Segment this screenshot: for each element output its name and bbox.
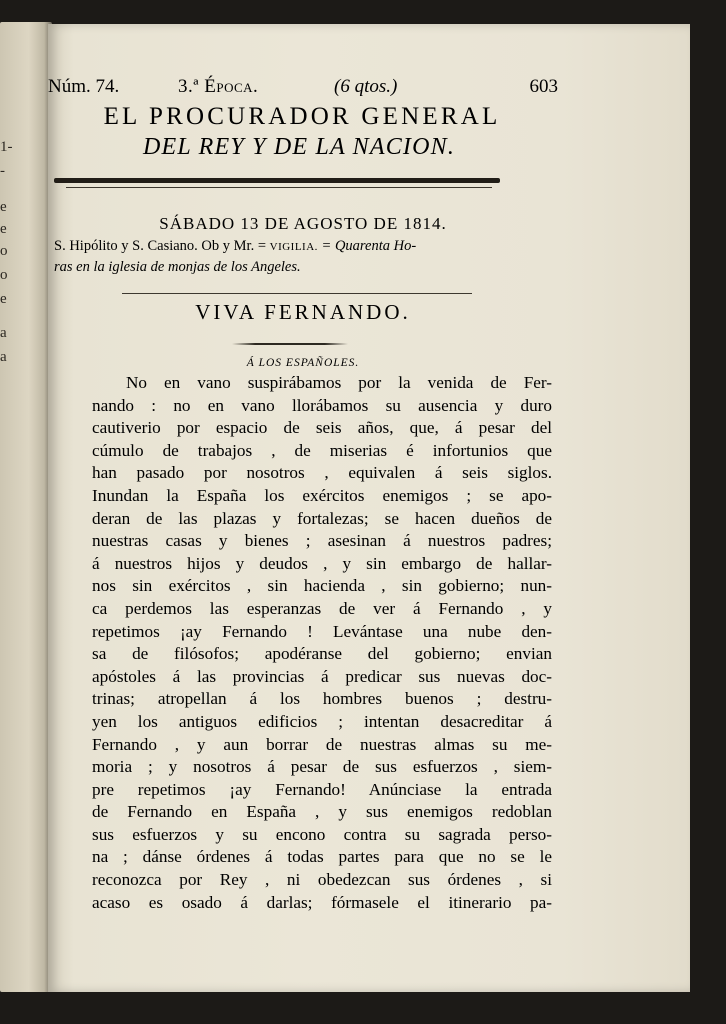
body-line: repetimos ¡ay Fernando ! Levántase una nube den- — [92, 621, 552, 641]
saints-line-2: ras en la iglesia de monjas de los Angeles. — [54, 259, 301, 275]
body-line: nos sin exércitos , sin hacienda , sin gobierno; nun- — [92, 576, 552, 596]
body-line: Fernando , y aun borrar de nuestras almas su me- — [92, 734, 552, 754]
issue-epoch: 3.ª Época. — [178, 76, 259, 97]
facing-page-fragment: e — [0, 221, 7, 237]
saints-names: S. Hipólito y S. Casiano. Ob y Mr. = — [54, 238, 270, 254]
masthead-rule-heavy — [54, 178, 500, 183]
body-line: No en vano suspirábamos por la venida de Fer- — [126, 373, 552, 392]
saints-of-the-day — [54, 236, 554, 277]
body-line: reconozca por Rey , ni obedezcan sus órdenes , si — [92, 870, 552, 890]
issue-number: Núm. 74. — [48, 76, 120, 97]
facing-page-fragment: a — [0, 325, 7, 341]
article-subheading: Á LOS ESPAÑOLES. — [246, 357, 360, 369]
facing-page-fragment: 1- — [0, 139, 13, 155]
facing-page-fragment: a — [0, 349, 7, 365]
page-number: 603 — [529, 76, 558, 97]
body-line: moria ; y nosotros á pesar de sus esfuerzos , siem- — [92, 757, 552, 777]
masthead-title: EL PROCURADOR GENERAL — [103, 103, 501, 130]
body-line: acaso es osado á darlas; fórmasele el itinerario pa- — [92, 892, 552, 912]
body-line: á nuestros hijos y deudos , y sin embargo de hallar- — [92, 553, 552, 573]
facing-page-fragment: - — [0, 163, 5, 179]
masthead-rule-thin — [66, 187, 492, 188]
body-line: pre repetimos ¡ay Fernando! Anúnciase la entrada — [92, 779, 552, 799]
body-line: yen los antiguos edificios ; intentan desacreditar á — [92, 711, 552, 731]
quarenta-horas-start: = Quarenta Ho- — [317, 238, 417, 254]
body-line: sus esfuerzos y su encono contra su sagrada perso- — [92, 824, 552, 844]
body-line: na ; dánse órdenes á todas partes para que no se le — [92, 847, 552, 867]
body-line: ca perdemos las esperanzas de ver á Fernando , y — [92, 598, 552, 618]
ornament-rule — [232, 343, 348, 345]
facing-page-fragment: o — [0, 267, 8, 283]
section-separator — [122, 293, 472, 294]
issue-price: (6 qtos.) — [334, 76, 398, 97]
body-line: deran de las plazas y fortalezas; se hacen dueños de — [92, 508, 552, 528]
article-title: VIVA FERNANDO. — [195, 300, 411, 324]
facing-page-edge — [0, 22, 52, 992]
issue-header — [48, 76, 558, 102]
body-line: han pasado por nosotros , equivalen á seis siglos. — [92, 463, 552, 483]
body-line: trinas; atropellan á los hombres buenos ; destru- — [92, 689, 552, 709]
masthead-subtitle: DEL REY Y DE LA NACION. — [142, 134, 456, 160]
saints-line-1 — [54, 236, 554, 257]
body-line: nando : no en vano llorábamos su ausencia y duro — [92, 395, 552, 415]
vigil-label: VIGILIA. — [269, 241, 318, 253]
article-body — [92, 372, 552, 914]
body-line: cautiverio por espacio de seis años, que, á pesar del — [92, 418, 552, 438]
body-line: apóstoles á las provincias á predicar sus nuevas doc- — [92, 666, 552, 686]
body-line: sa de filósofos; apodéranse del gobierno; envian — [92, 644, 552, 664]
issue-date: SÁBADO 13 DE AGOSTO DE 1814. — [159, 214, 447, 233]
facing-page-fragment: e — [0, 291, 7, 307]
body-line: nuestras casas y bienes ; asesinan á nuestros padres; — [92, 531, 552, 551]
facing-page-fragment: e — [0, 199, 7, 215]
body-line: de Fernando en España , y sus enemigos redoblan — [92, 802, 552, 822]
body-line: cúmulo de trabajos , de miserias é infortunios que — [92, 440, 552, 460]
body-line: Inundan la España los exércitos enemigos ; se apo- — [92, 485, 552, 505]
facing-page-fragment: o — [0, 243, 8, 259]
